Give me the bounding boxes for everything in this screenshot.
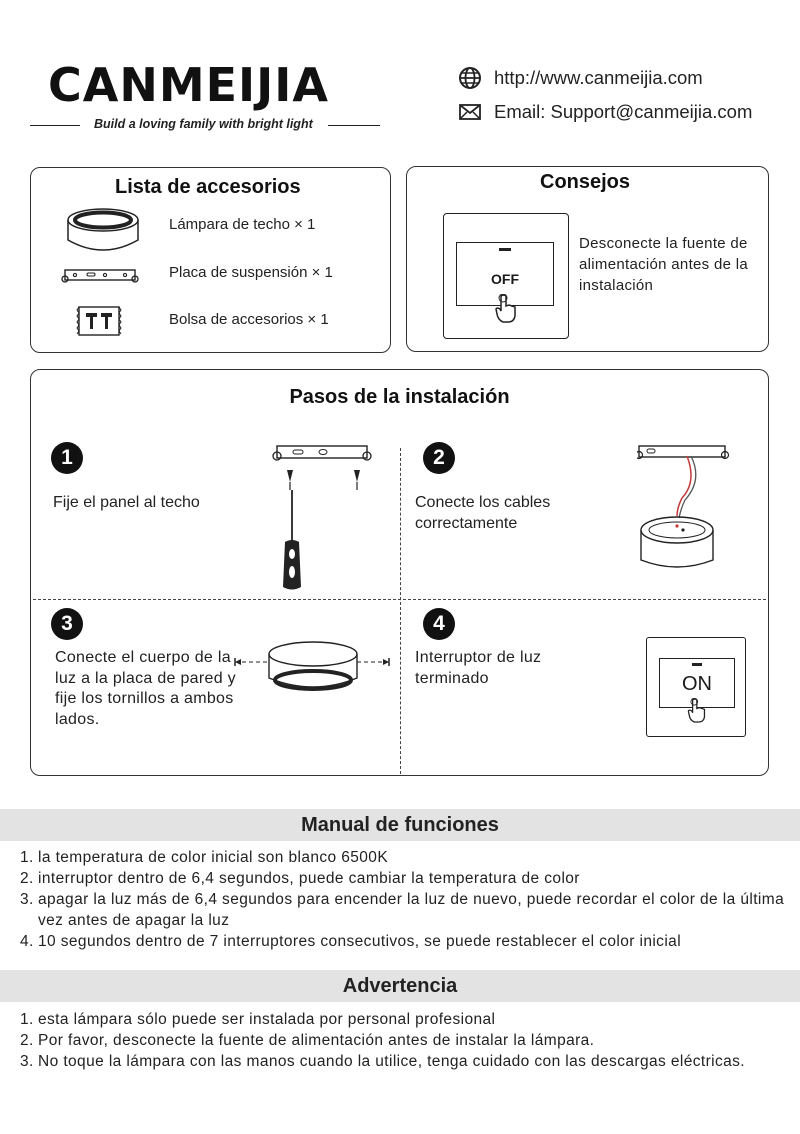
email-row bbox=[458, 100, 752, 124]
accessory-item-plate: Placa de suspensión × 1 bbox=[169, 264, 333, 281]
functions-heading: Manual de funciones bbox=[0, 809, 800, 841]
website-link[interactable]: http://www.canmeijia.com bbox=[494, 67, 703, 88]
step-text-4: Interruptor de luz terminado bbox=[415, 649, 542, 687]
functions-list bbox=[20, 847, 790, 952]
accessories-title: Lista de accesorios bbox=[115, 176, 301, 198]
list-item: 1. esta lámpara sólo puede ser instalada por personal profesional bbox=[20, 1011, 496, 1028]
accessory-item-bag: Bolsa de accesorios × 1 bbox=[169, 311, 329, 328]
globe-icon bbox=[458, 66, 482, 90]
envelope-icon bbox=[458, 100, 482, 124]
installation-steps-panel bbox=[30, 369, 769, 776]
list-item: 2. interruptor dentro de 6,4 segundos, puede cambiar la temperatura de color bbox=[20, 870, 580, 887]
lamp-body-illustration bbox=[229, 634, 397, 702]
website-row bbox=[458, 66, 703, 90]
accessories-panel bbox=[30, 167, 391, 353]
off-switch-illustration bbox=[443, 213, 569, 339]
tagline-row bbox=[30, 116, 382, 136]
step-divider-vertical bbox=[400, 448, 401, 774]
brand-logo: CANMEIJIA bbox=[48, 58, 330, 112]
step-divider-horizontal bbox=[33, 599, 766, 600]
step-number-2: 2 bbox=[423, 442, 455, 474]
list-item: 4. 10 segundos dentro de 7 interruptores consecutivos, se puede restablecer el color inicial bbox=[20, 933, 682, 950]
email-link[interactable]: Email: Support@canmeijia.com bbox=[494, 101, 753, 122]
switch-off-label: OFF bbox=[491, 271, 519, 287]
step-number-4: 4 bbox=[423, 608, 455, 640]
list-item: 3. apagar la luz más de 6,4 segundos para encender la luz de nuevo, puede recordar el color de la última vez antes de apagar la luz bbox=[20, 891, 785, 929]
list-item: 3. No toque la lámpara con las manos cuando la utilice, tenga cuidado con las descargas eléctricas. bbox=[20, 1053, 746, 1070]
on-switch-illustration bbox=[646, 637, 746, 737]
screw-bag-icon bbox=[75, 304, 123, 338]
tips-text: Desconecte la fuente de alimentación antes de la instalación bbox=[579, 235, 748, 294]
tips-panel bbox=[406, 166, 769, 352]
step-text-2: Conecte los cables correctamente bbox=[415, 494, 551, 532]
tagline: Build a loving family with bright light bbox=[94, 117, 313, 131]
steps-title: Pasos de la instalación bbox=[289, 386, 510, 408]
hand-pointer-icon bbox=[685, 698, 707, 724]
list-item: 2. Por favor, desconecte la fuente de alimentación antes de instalar la lámpara. bbox=[20, 1032, 595, 1049]
step-text-3: Conecte el cuerpo de la luz a la placa de pared y fije los tornillos a ambos lados. bbox=[55, 649, 236, 728]
list-item: 1. la temperatura de color inicial son blanco 6500K bbox=[20, 849, 389, 866]
ceiling-lamp-icon bbox=[65, 206, 141, 256]
tagline-rule-right bbox=[328, 125, 380, 126]
step-text-1: Fije el panel al techo bbox=[53, 494, 200, 511]
mounting-plate-icon bbox=[61, 267, 139, 285]
tips-title: Consejos bbox=[540, 171, 631, 193]
screwdriver-mounting-illustration bbox=[271, 442, 381, 592]
tagline-rule-left bbox=[30, 125, 80, 126]
hand-pointer-icon bbox=[492, 294, 518, 324]
step-number-1: 1 bbox=[51, 442, 83, 474]
step-number-3: 3 bbox=[51, 608, 83, 640]
warning-heading: Advertencia bbox=[0, 970, 800, 1002]
warning-list bbox=[20, 1009, 790, 1072]
switch-on-label: ON bbox=[682, 673, 712, 695]
accessory-item-lamp: Lámpara de techo × 1 bbox=[169, 216, 316, 233]
wiring-illustration bbox=[637, 442, 733, 577]
